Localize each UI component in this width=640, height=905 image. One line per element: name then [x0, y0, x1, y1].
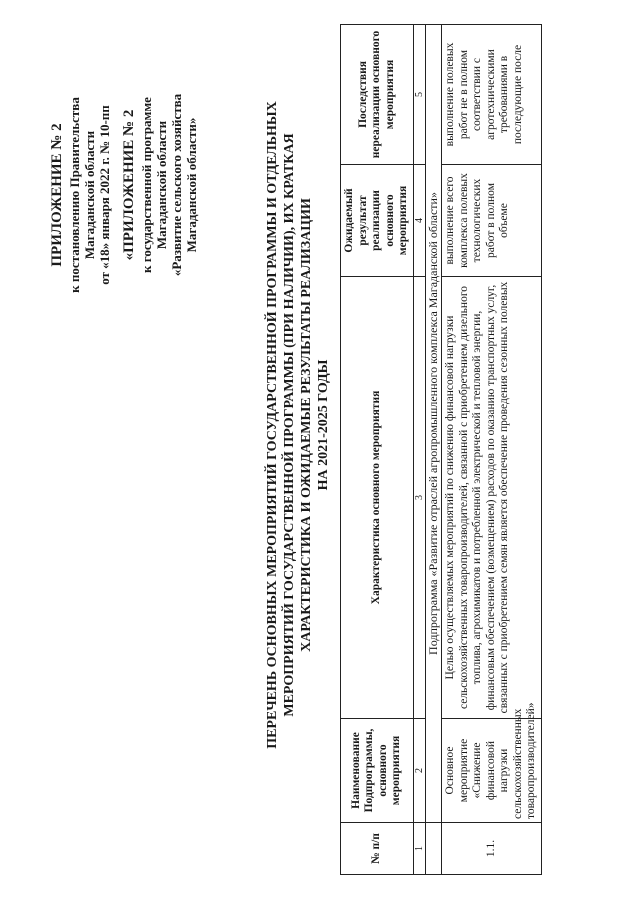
header-result: Ожидаемый результат реализации основного мероприятия [341, 165, 414, 277]
row-name: Основное мероприятие «Снижение финансовой нагрузки сельскохозяйственных товаропроизводителей» [442, 719, 542, 823]
document-title [264, 65, 332, 785]
inner-appendix-title: «ПРИЛОЖЕНИЕ № 2 [121, 109, 137, 261]
header-consequence: Последствия нереализации основного мероприятия [341, 25, 414, 165]
column-number: 4 [413, 165, 425, 277]
row-number: 1.1. [442, 823, 542, 875]
title-line: МЕРОПРИЯТИЙ ГОСУДАРСТВЕННОЙ ПРОГРАММЫ (ПРИ НАЛИЧИИ), ИХ КРАТКАЯ [282, 133, 297, 717]
measures-table [340, 24, 542, 875]
row-consequence: выполнение полевых работ не в полном соответствии с агротехническими требованиями в последующие после [442, 25, 542, 165]
appendix-title: ПРИЛОЖЕНИЕ № 2 [49, 123, 65, 267]
table-header-row [341, 25, 414, 875]
inner-appendix-line: «Развитие сельского хозяйства [169, 93, 184, 277]
appendix-header [48, 45, 112, 345]
title-line: НА 2021-2025 ГОДЫ [316, 359, 331, 491]
appendix-date-line: от «18» января 2022 г. № 10-пп [97, 105, 112, 285]
header-number: № п/п [341, 823, 414, 875]
inner-appendix-line: к государственной программе [139, 97, 154, 273]
subprogram-empty-cell [425, 823, 442, 875]
subprogram-title: Подпрограмма «Развитие отраслей агропромышленного комплекса Магаданской области» [425, 25, 442, 823]
column-number: 2 [413, 719, 425, 823]
row-description: Целью осуществляемых мероприятий по снижению финансовой нагрузки сельскохозяйственных товаропроизводителей, связанной с приобретением дизельного топлива, агрохимикатов и потребленной электрической и тепловой энергии, финансовым обеспечением (возмещением) расходов по оказанию транспортных услуг, связанных с приобретением семян является обеспечение проведения сезонных полевых [442, 277, 542, 719]
subprogram-row [425, 25, 442, 875]
column-number-row [413, 25, 425, 875]
header-name: Наименование Подпрограммы, основного мероприятия [341, 719, 414, 823]
column-number: 5 [413, 25, 425, 165]
appendix-line: Магаданской области [82, 130, 97, 260]
column-number: 1 [413, 823, 425, 875]
column-number: 3 [413, 277, 425, 719]
row-result: выполнение всего комплекса полевых технологических работ в полном объеме [442, 165, 542, 277]
inner-appendix-line: Магаданской области» [184, 117, 199, 253]
table-row [442, 25, 542, 875]
appendix-line: к постановлению Правительства [67, 97, 82, 293]
inner-appendix-line: Магаданской области [154, 120, 169, 250]
header-description: Характеристика основного мероприятия [341, 277, 414, 719]
title-line: ХАРАКТЕРИСТИКА И ОЖИДАЕМЫЕ РЕЗУЛЬТАТЫ РЕАЛИЗАЦИИ [299, 198, 314, 652]
inner-appendix-header [120, 45, 199, 325]
title-line: ПЕРЕЧЕНЬ ОСНОВНЫХ МЕРОПРИЯТИЙ ГОСУДАРСТВЕННОЙ ПРОГРАММЫ И ОТДЕЛЬНЫХ [265, 101, 280, 749]
